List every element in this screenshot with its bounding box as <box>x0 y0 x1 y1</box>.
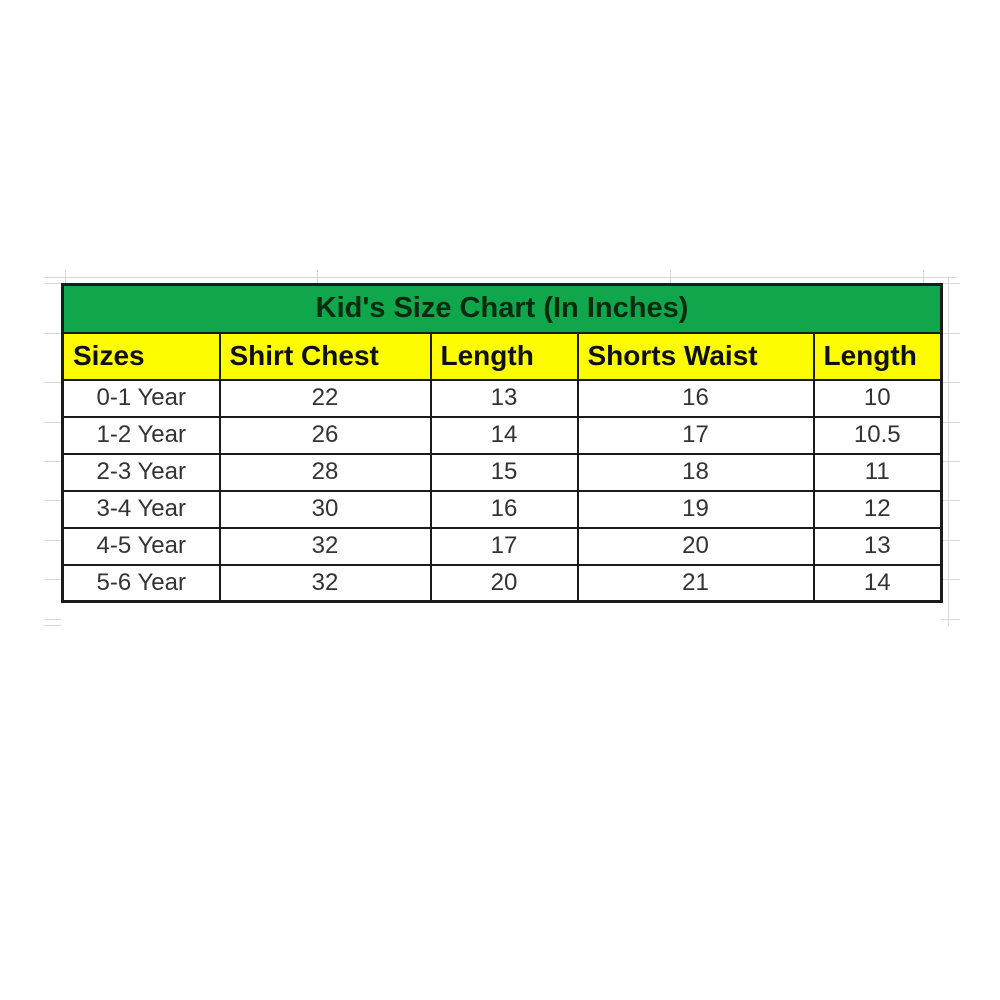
spreadsheet-gridline <box>941 333 960 334</box>
measurement-cell: 18 <box>578 454 814 491</box>
column-header-length-2: Length <box>431 333 578 380</box>
table-row <box>63 380 942 417</box>
measurement-cell: 22 <box>220 380 431 417</box>
measurement-cell: 17 <box>431 528 578 565</box>
measurement-cell: 14 <box>431 417 578 454</box>
spreadsheet-gridline <box>941 461 960 462</box>
size-label-cell: 5-6 Year <box>63 565 220 602</box>
measurement-cell: 30 <box>220 491 431 528</box>
spreadsheet-gridline <box>44 382 61 383</box>
spreadsheet-gridline <box>941 540 960 541</box>
column-header-sizes-0: Sizes <box>63 333 220 380</box>
spreadsheet-gridline <box>44 540 61 541</box>
spreadsheet-gridline <box>44 283 61 284</box>
measurement-cell: 10 <box>814 380 942 417</box>
size-label-cell: 4-5 Year <box>63 528 220 565</box>
table-header-row <box>63 333 942 380</box>
table-title-row <box>63 285 942 333</box>
spreadsheet-gridline <box>948 277 949 626</box>
table-row <box>63 565 942 602</box>
spreadsheet-gridline <box>44 277 957 278</box>
table-row <box>63 491 942 528</box>
table-row <box>63 528 942 565</box>
measurement-cell: 20 <box>431 565 578 602</box>
measurement-cell: 16 <box>578 380 814 417</box>
table-row <box>63 454 942 491</box>
measurement-cell: 13 <box>431 380 578 417</box>
measurement-cell: 10.5 <box>814 417 942 454</box>
size-label-cell: 0-1 Year <box>63 380 220 417</box>
spreadsheet-gridline <box>44 579 61 580</box>
spreadsheet-gridline <box>941 579 960 580</box>
spreadsheet-gridline <box>44 461 61 462</box>
size-label-cell: 3-4 Year <box>63 491 220 528</box>
kids-size-chart-table <box>61 283 943 603</box>
measurement-cell: 12 <box>814 491 942 528</box>
table-body <box>63 380 942 602</box>
measurement-cell: 15 <box>431 454 578 491</box>
measurement-cell: 21 <box>578 565 814 602</box>
measurement-cell: 19 <box>578 491 814 528</box>
spreadsheet-gridline <box>44 625 61 626</box>
size-label-cell: 2-3 Year <box>63 454 220 491</box>
spreadsheet-gridline <box>941 619 960 620</box>
measurement-cell: 26 <box>220 417 431 454</box>
column-header-shorts-waist-3: Shorts Waist <box>578 333 814 380</box>
spreadsheet-gridline <box>941 283 960 284</box>
spreadsheet-gridline <box>941 382 960 383</box>
spreadsheet-gridline <box>941 500 960 501</box>
table-row <box>63 417 942 454</box>
measurement-cell: 13 <box>814 528 942 565</box>
table-title: Kid's Size Chart (In Inches) <box>63 285 942 333</box>
measurement-cell: 14 <box>814 565 942 602</box>
size-label-cell: 1-2 Year <box>63 417 220 454</box>
measurement-cell: 17 <box>578 417 814 454</box>
measurement-cell: 32 <box>220 528 431 565</box>
measurement-cell: 16 <box>431 491 578 528</box>
measurement-cell: 20 <box>578 528 814 565</box>
spreadsheet-gridline <box>941 422 960 423</box>
spreadsheet-gridline <box>44 500 61 501</box>
spreadsheet-gridline <box>44 619 61 620</box>
spreadsheet-gridline <box>44 422 61 423</box>
measurement-cell: 28 <box>220 454 431 491</box>
column-header-shirt-chest-1: Shirt Chest <box>220 333 431 380</box>
measurement-cell: 11 <box>814 454 942 491</box>
column-header-length-4: Length <box>814 333 942 380</box>
measurement-cell: 32 <box>220 565 431 602</box>
spreadsheet-gridline <box>44 333 61 334</box>
